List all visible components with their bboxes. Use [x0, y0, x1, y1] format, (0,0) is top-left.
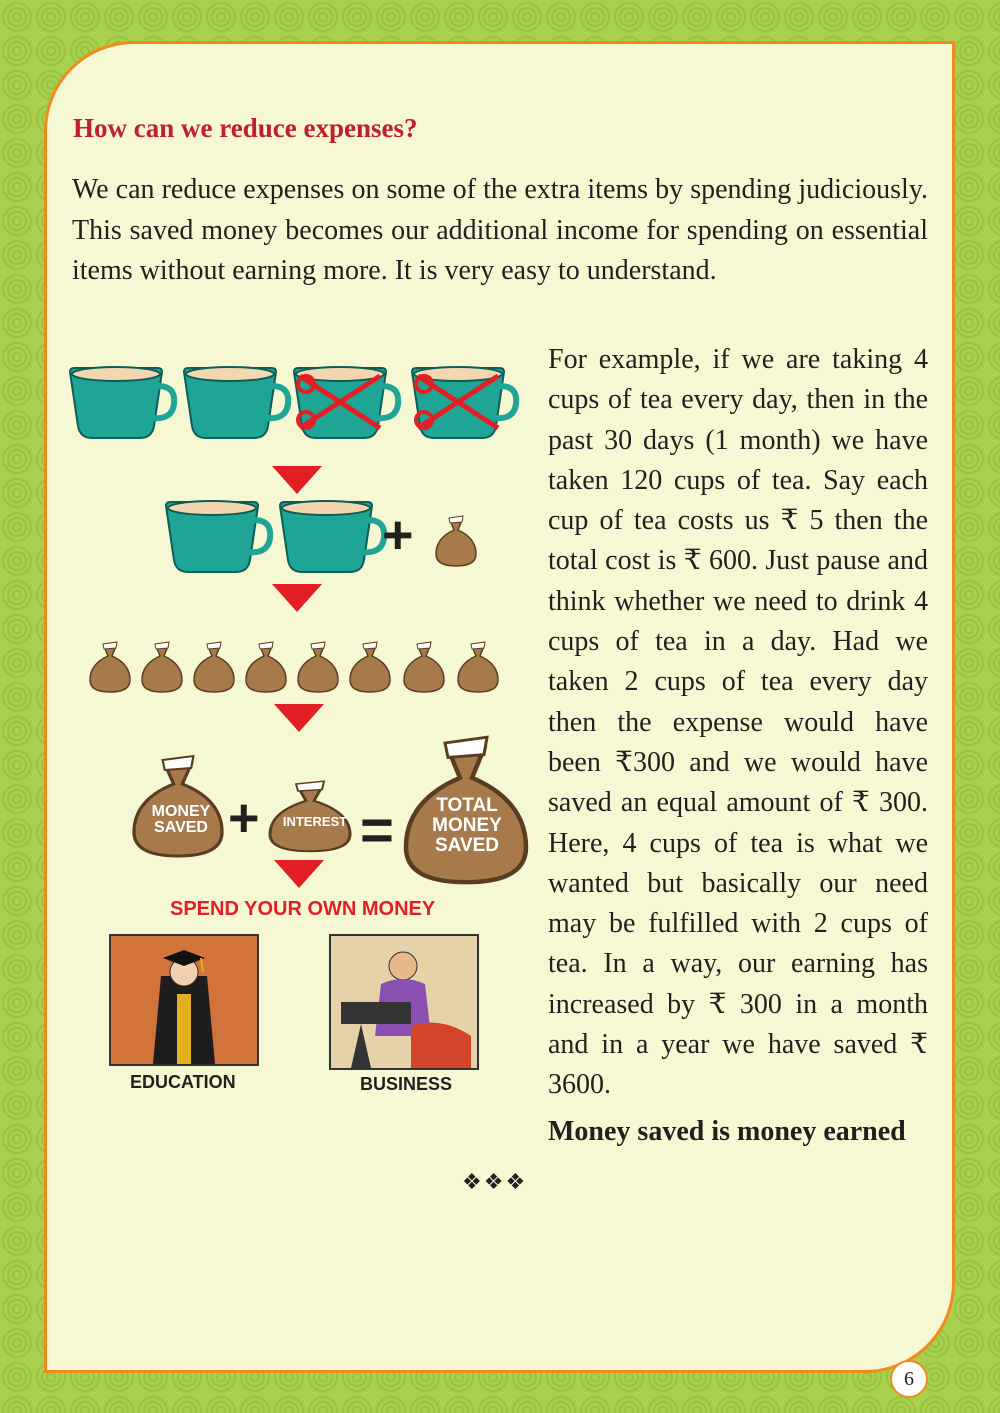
- cup-4-icon: [412, 367, 516, 438]
- money-saved-label-line1: MONEY: [151, 803, 211, 820]
- arrow-down-icon: [274, 860, 324, 888]
- cup-1-icon: [70, 367, 174, 438]
- ornament-divider: ❖❖❖: [462, 1170, 528, 1195]
- plus-sign: +: [382, 505, 414, 565]
- arrow-down-icon: [274, 704, 324, 732]
- cup-2-icon: [184, 367, 288, 438]
- money-bags-row: [90, 642, 498, 692]
- tea-savings-illustration: [60, 340, 540, 1120]
- motto: Money saved is money earned: [548, 1116, 906, 1147]
- cup-3-icon: [294, 367, 398, 438]
- example-paragraph: For example, if we are taking 4 cups of tea every day, then in the past 30 days (1 month) we have taken 120 cups of tea. Say each cup of tea costs us ₹ 5 then the total cost is ₹ 600. Just pause and think whether we need to drink 4 cups of tea in a day. Had we taken 2 cups of tea every day then the expense would have been ₹300 and we would have saved an equal amount of ₹ 300. Here, 4 cups of tea is what we wanted but basically our need may be fulfilled with 2 cups of tea. In a way, our earning has increased by ₹ 300 in a month and in a year we have saved ₹ 3600.: [548, 344, 928, 1101]
- arrow-down-icon: [272, 584, 322, 612]
- equals-sign: =: [360, 798, 394, 863]
- remaining-cup-2-icon: [280, 501, 384, 572]
- arrow-down-icon: [272, 466, 322, 494]
- money-bag-icon: [436, 516, 476, 566]
- total-label-line2: MONEY: [432, 815, 502, 836]
- money-saved-label-line2: SAVED: [154, 819, 208, 836]
- section-heading: How can we reduce expenses?: [73, 113, 418, 143]
- money-saved-label: [146, 804, 216, 836]
- business-label: BUSINESS: [360, 1074, 453, 1094]
- total-label-line1: TOTAL: [436, 795, 498, 816]
- plus-sign: +: [228, 788, 260, 848]
- education-label: EDUCATION: [130, 1072, 236, 1092]
- intro-paragraph: We can reduce expenses on some of the extra items by spending judiciously. This saved money becomes our additional income for spending on essential items without earning more. It is very easy to understand.: [72, 174, 928, 286]
- remaining-cup-1-icon: [166, 501, 270, 572]
- education-image: [109, 934, 259, 1066]
- business-image: [329, 934, 479, 1070]
- interest-label: INTEREST: [282, 814, 348, 829]
- total-money-saved-label: [422, 796, 512, 856]
- total-label-line3: SAVED: [434, 835, 500, 856]
- spend-your-own-money-label: SPEND YOUR OWN MONEY: [170, 898, 436, 920]
- page-number: 6: [890, 1360, 928, 1398]
